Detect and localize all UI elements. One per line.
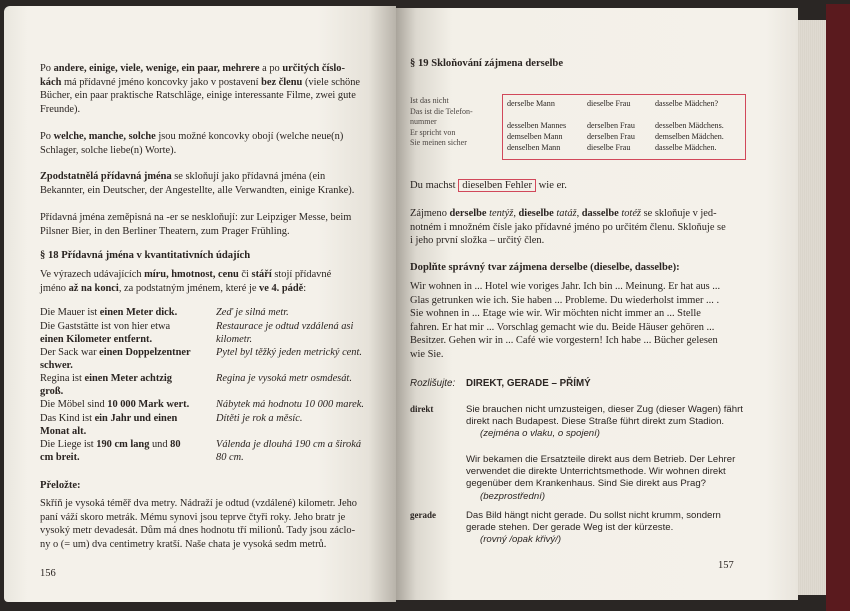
table-cell: dieselbe Frau [587, 143, 631, 152]
example-german: Die Liege ist 190 cm lang und 80 cm breit. [40, 439, 181, 464]
paragraph-quantities: Ve výrazech udávajících míru, hmotnost, cenu či stáří stojí přídavné jméno až na konci, za podstatným jménem, které je ve 4. pádě: [40, 269, 332, 294]
gerade-examples [466, 510, 746, 547]
keyword-direkt: direkt [410, 404, 434, 414]
example-german: Die Mauer ist einen Meter dick. [40, 307, 178, 318]
table-cell: derselben Frau [587, 121, 635, 130]
direkt-text-1: Sie brauchen nicht umzusteigen, dieser Zug (dieser Wagen) fährt direkt nach Budapest. Diese Straße führt direkt zum Stadion. [466, 404, 743, 428]
example-czech: Pytel byl těžký jeden metrický cent. [216, 347, 362, 358]
example-sentence [410, 179, 750, 193]
declension-table [502, 94, 746, 160]
example-german: Der Sack war einen Doppelzentner schwer. [40, 347, 191, 372]
gerade-gloss: (rovný /opak křivý/) [480, 534, 562, 546]
example-boxed-phrase: dieselben Fehler [458, 179, 536, 192]
table-cell: dasselbe Mädchen? [655, 99, 719, 108]
distinguish-title: DIREKT, GERADE – PŘÍMÝ [466, 378, 591, 389]
distinguish-label: Rozlišujte: [410, 378, 456, 389]
table-cell: derselbe Mann [507, 99, 555, 108]
example-german: Das Kind ist ein Jahr und einen Monat alt. [40, 413, 178, 438]
table-cell: dieselbe Frau [587, 99, 631, 108]
example-czech: Regina je vysoká metr osmdesát. [216, 373, 352, 384]
exercise-text: Wir wohnen in ... Hotel wie voriges Jahr. Ich bin ... Meinung. Er hat aus ... Glas getrunken wie ich. Sie haben ... Probleme. Du wiederholst immer ... . Sie wohnen in ... Etage wie wir. Wir möchten nicht immer an ... Stelle fahren. Er hat mir ... Vorschlag gemacht wie du. Beide Häuser gehören ... Besitzer. Gehen wir in ... Café wie vorgestern! Ich habe ... Bücher gelesen wie Sie. [410, 281, 721, 360]
table-cell: denselben Mann [507, 143, 561, 152]
example-german: Die Gaststätte ist von hier etwa einen Kilometer entfernt. [40, 321, 171, 346]
example-german: Regina ist einen Meter achtzig groß. [40, 373, 172, 398]
table-cell: demselben Mädchen. [655, 132, 724, 141]
book-cover [826, 4, 850, 611]
keyword-gerade: gerade [410, 510, 436, 520]
table-cell: demselben Mann [507, 132, 563, 141]
left-page [4, 6, 396, 602]
paragraph-derselbe: Zájmeno derselbe tentýž, dieselbe tatáž, dasselbe totéž se skloňuje v jed- notném i množném čísle jako přídavné jméno po určitém členu. Skloňuje se i jeho první složka – určitý člen. [410, 208, 726, 247]
example-post: wie er. [538, 180, 567, 191]
direkt-gloss-1: (zejména o vlaku, o spojení) [480, 428, 600, 440]
translation-exercise: Skříň je vysoká téměř dva metry. Nádraží je odtud (vzdálené) kilometr. Jeho paní váží skoro metrák. Mému synovi jsou teprve čtyři roky. Jeho bratr je vysoký metr devadesát. Dům má dnes hodnotu tří milionů. Tady jsou záclo- ny o (= um) dva centimetry kratší. Naše chata je vysoká sedm metrů. [40, 498, 358, 550]
section-heading-18: § 18 Přídavná jména v kvantitativních údajích [40, 250, 251, 261]
section-heading-19: § 19 Skloňování zájmena derselbe [410, 58, 564, 69]
right-page [396, 8, 798, 600]
page-number-right: 157 [718, 560, 734, 571]
paragraph-substantivized: Zpodstatnělá přídavná jména se skloňují jako přídavná jména (ein Bekannter, ein Deutscher, der Angestellte, alle Verwandten, einige Kranke). [40, 171, 355, 196]
table-cell: desselben Mannes [507, 121, 567, 130]
table-cell: derselben Frau [587, 132, 635, 141]
direkt-gloss-2: (bezprostřední) [480, 490, 546, 502]
example-pre: Du machst [410, 180, 456, 191]
gerade-text: Das Bild hängt nicht gerade. Du sollst nicht krumm, sondern gerade stehen. Der gerade Weg ist der kürzeste. [466, 510, 721, 534]
example-czech: Zeď je silná metr. [216, 307, 289, 318]
side-note: Ist das nicht Das ist die Telefon- nummer Er spricht von Sie meinen sicher [410, 96, 473, 148]
paragraph-geographic: Přídavná jména zeměpisná na -er se neskloňují: zur Leipziger Messe, beim Pilsner Bier, in den Berliner Theatern, zum Prager Frühling. [40, 212, 352, 237]
example-czech: Válenda je dlouhá 190 cm a široká 80 cm. [216, 439, 362, 464]
example-czech: Nábytek má hodnotu 10 000 marek. [216, 399, 364, 410]
paragraph-welche: Po welche, manche, solche jsou možné koncovky obojí (welche neue(n) Schlager, solche liebe(n) Worte). [40, 131, 344, 156]
page-number-left: 156 [40, 568, 56, 579]
exercise-heading: Doplňte správný tvar zájmena derselbe (dieselbe, dasselbe): [410, 262, 680, 273]
example-german: Die Möbel sind 10 000 Mark wert. [40, 399, 190, 410]
paragraph-numerals: Po andere, einige, viele, wenige, ein paar, mehrere a po určitých číslo- kách má přídavné jméno koncovky jako v postavení bez členu (viele schöne Bücher, ein paar praktische Ratschläge, einige interessante Filme, zwei gute Freunde). [40, 63, 361, 115]
table-cell: dasselbe Mädchen. [655, 143, 717, 152]
direkt-examples-2 [466, 454, 746, 503]
table-cell: desselben Mädchens. [655, 121, 724, 130]
direkt-examples-1 [466, 404, 746, 441]
direkt-text-2: Wir bekamen die Ersatzteile direkt aus dem Betrieb. Der Lehrer verwendet die direkte Unterrichtsmethode. Wir wohnen direkt gegenüber dem Krankenhaus. Sind Sie direkt aus Prag? [466, 454, 736, 490]
translate-heading: Přeložte: [40, 480, 81, 491]
page-edges [798, 20, 828, 595]
example-czech: Restaurace je odtud vzdálená asi kilometr. [216, 321, 354, 346]
example-czech: Dítěti je rok a měsíc. [216, 413, 303, 424]
